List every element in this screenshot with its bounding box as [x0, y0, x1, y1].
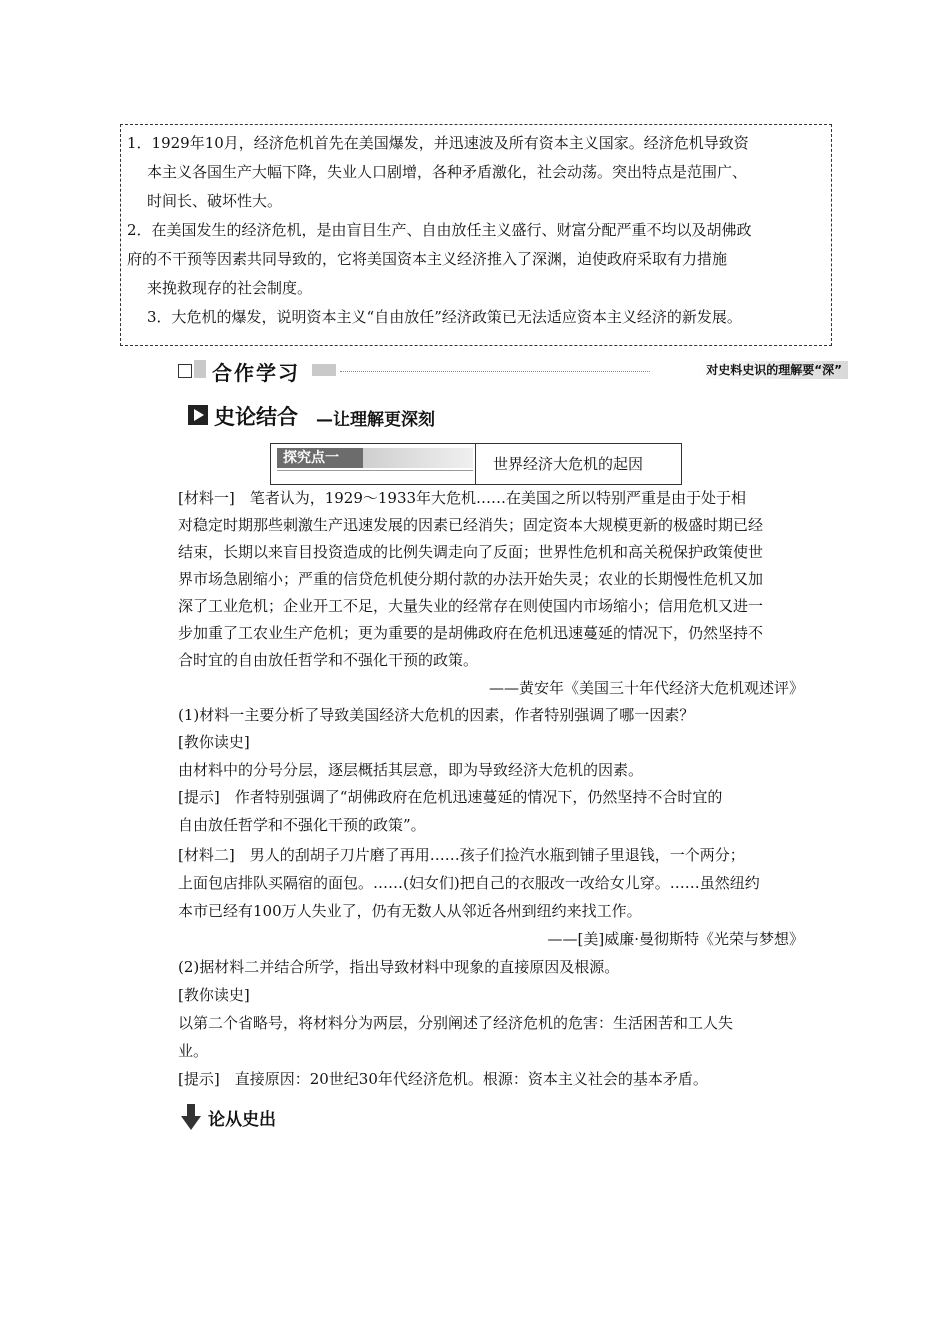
body-line: 结束，长期以来盲目投资造成的比例失调走向了反面；世界性危机和高关税保护政策使世 — [178, 543, 764, 561]
section-header — [178, 356, 848, 386]
summary-item-2: 2．在美国发生的经济危机，是由盲目生产、自由放任主义盛行、财富分配严重不均以及胡佛政 — [127, 221, 752, 239]
header-bar-icon — [312, 364, 336, 376]
body-line: 对稳定时期那些刺激生产迅速发展的因素已经消失；固定资本大规模更新的极盛时期已经 — [178, 516, 764, 534]
reading-guide-label: [教你读史] — [178, 986, 250, 1004]
topic-tag-label: 探究点一 — [277, 448, 363, 468]
body-line: 合时宜的自由放任哲学和不强化干预的政策。 — [178, 651, 479, 669]
body-line: 步加重了工农业生产危机；更为重要的是胡佛政府在危机迅速蔓延的情况下，仍然坚持不 — [178, 624, 764, 642]
summary-item-1: 1．1929年10月，经济危机首先在美国爆发，并迅速波及所有资本主义国家。经济危机导致资 — [127, 134, 749, 152]
summary-item-1-cont: 本主义各国生产大幅下降，失业人口剧增，各种矛盾激化，社会动荡。突出特点是范围广、 — [147, 163, 748, 181]
question-2: (2)据材料二并结合所学，指出导致材料中现象的直接原因及根源。 — [178, 958, 620, 976]
dotted-divider — [340, 371, 650, 372]
body-line: [材料二] 男人的刮胡子刀片磨了再用……孩子们捡汽水瓶到铺子里退钱，一个两分； — [178, 846, 745, 864]
source-citation: ——[美]威廉·曼彻斯特《光荣与梦想》 — [547, 930, 804, 948]
sub-header-title: 史论结合 — [214, 405, 298, 429]
body-line: 深了工业危机；企业开工不足，大量失业的经常存在则使国内市场缩小；信用危机又进一 — [178, 597, 764, 615]
hint-line: [提示] 作者特别强调了“胡佛政府在危机迅速蔓延的情况下，仍然坚持不合时宜的 — [178, 788, 723, 806]
topic-divider — [475, 444, 476, 484]
hint-line: 自由放任哲学和不强化干预的政策”。 — [178, 816, 426, 834]
footer-section-label: 论从史出 — [208, 1110, 276, 1130]
question-1: (1)材料一主要分析了导致美国经济大危机的因素，作者特别强调了哪一因素？ — [178, 706, 695, 724]
down-arrow-icon — [181, 1104, 201, 1130]
body-line: 本市已经有100万人失业了，仍有无数人从邻近各州到纽约来找工作。 — [178, 902, 642, 920]
body-line: 上面包店排队买隔宿的面包。……(妇女们)把自己的衣服改一改给女儿穿。……虽然纽约 — [178, 874, 760, 892]
source-citation: ——黄安年《美国三十年代经济大危机观述评》 — [488, 679, 804, 697]
topic-title: 世界经济大危机的起因 — [493, 455, 644, 473]
checkbox-icon — [178, 364, 192, 378]
body-line: [材料一] 笔者认为，1929～1933年大危机……在美国之所以特别严重是由于处于相 — [178, 489, 747, 507]
section-tagline: 对史料史识的理解要“深” — [698, 361, 848, 379]
topic-box — [270, 443, 682, 485]
summary-item-1-cont: 时间长、破坏性大。 — [147, 192, 283, 210]
body-line: 业。 — [178, 1042, 209, 1060]
body-line: 以第二个省略号，将材料分为两层，分别阐述了经济危机的危害：生活困苦和工人失 — [178, 1014, 734, 1032]
summary-item-2-cont: 府的不干预等因素共同导致的，它将美国资本主义经济推入了深渊，迫使政府采取有力措施 — [127, 250, 728, 268]
play-icon — [188, 405, 208, 425]
reading-guide-label: [教你读史] — [178, 733, 250, 751]
summary-item-2-cont: 来挽救现存的社会制度。 — [147, 279, 313, 297]
topic-tag-gradient — [363, 448, 473, 468]
section-title: 合作学习 — [212, 361, 300, 385]
body-line: 界市场急剧缩小；严重的信贷危机使分期付款的办法开始失灵；农业的长期慢性危机又加 — [178, 570, 764, 588]
summary-box — [120, 124, 832, 346]
sub-header-tagline: —让理解更深刻 — [316, 410, 435, 430]
body-line: 由材料中的分号分层，逐层概括其层意，即为导致经济大危机的因素。 — [178, 761, 644, 779]
summary-item-3: 3．大危机的爆发，说明资本主义“自由放任”经济政策已无法适应资本主义经济的新发展。 — [147, 308, 742, 326]
header-block-icon — [194, 360, 206, 378]
hint-line: [提示] 直接原因：20世纪30年代经济危机。根源：资本主义社会的基本矛盾。 — [178, 1070, 708, 1088]
topic-tag — [277, 448, 473, 471]
